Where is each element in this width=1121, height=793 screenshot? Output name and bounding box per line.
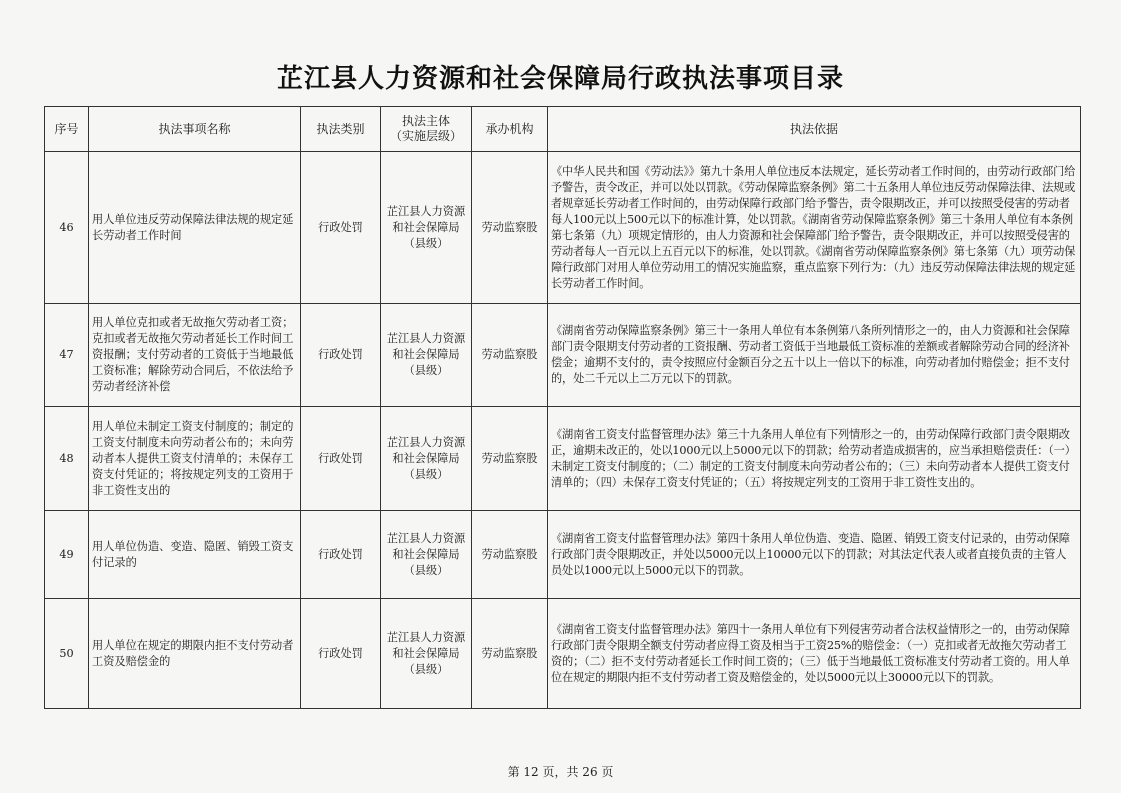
row-type: 行政处罚 [301, 152, 381, 304]
table-header-row [45, 107, 1081, 152]
table-row [45, 304, 1081, 407]
page-number-footer: 第 12 页，共 26 页 [507, 765, 614, 779]
row-index: 46 [45, 152, 89, 304]
row-basis: 《湖南省工资支付监督管理办法》第四十条用人单位伪造、变造、隐匿、销毁工资支付记录的，由劳动保障行政部门责令限期改正，并处以5000元以上10000元以下的罚款；对其法定代表人或者直接负责的主管人员处以1000元以上5000元以下的罚款。 [548, 511, 1081, 599]
row-basis: 《湖南省劳动保障监察条例》第三十一条用人单位有本条例第八条所列情形之一的，由人力资源和社会保障部门责令限期支付劳动者的工资报酬、劳动者工资低于当地最低工资标准的差额或者解除劳动合同的经济补偿金；逾期不支付的，责令按照应付金额百分之五十以上一倍以下的标准，向劳动者加付赔偿金；拒不支付的，处二千元以上二万元以下的罚款。 [548, 304, 1081, 407]
row-basis: 《中华人民共和国《劳动法》》第九十条用人单位违反本法规定，延长劳动者工作时间的，由劳动行政部门给予警告，责令改正，并可以处以罚款。《劳动保障监察条例》第二十五条用人单位违反劳动保障法律、法规或者规章延长劳动者工作时间的，由劳动保障行政部门给予警告，责令限期改正，并可以按照受侵害的劳动者每人100元以上500元以下的标准计算，处以罚款。《湖南省劳动保障监察条例》第三十条用人单位有本条例第七条第（九）项规定情形的，由人力资源和社会保障部门给予警告，责令限期改正，并可以按照受侵害的劳动者每人一百元以上五百元以下的标准，处以罚款。《湖南省劳动保障监察条例》第七条第（九）项劳动保障行政部门对用人单位劳动用工的情况实施监察，重点监察下列行为：（九）违反劳动保障法律法规的规定延长劳动者工作时间。 [548, 152, 1081, 304]
row-subject: 芷江县人力资源和社会保障局（县级） [381, 599, 472, 709]
row-index: 49 [45, 511, 89, 599]
table-row [45, 152, 1081, 304]
row-type: 行政处罚 [301, 304, 381, 407]
row-org: 劳动监察股 [472, 407, 548, 511]
row-name: 用人单位在规定的期限内拒不支付劳动者工资及赔偿金的 [89, 599, 301, 709]
header-basis: 执法依据 [548, 107, 1081, 152]
header-subject-line1: 执法主体 [401, 114, 450, 128]
page-title: 芷江县人力资源和社会保障局行政执法事项目录 [276, 64, 844, 94]
row-index: 47 [45, 304, 89, 407]
enforcement-catalog-table [44, 106, 1081, 709]
header-index: 序号 [45, 107, 89, 152]
row-org: 劳动监察股 [472, 599, 548, 709]
header-name: 执法事项名称 [89, 107, 301, 152]
header-org: 承办机构 [472, 107, 548, 152]
header-subject-line2: （实施层级） [389, 129, 462, 143]
row-org: 劳动监察股 [472, 304, 548, 407]
row-type: 行政处罚 [301, 599, 381, 709]
row-subject: 芷江县人力资源和社会保障局（县级） [381, 407, 472, 511]
row-basis: 《湖南省工资支付监督管理办法》第四十一条用人单位有下列侵害劳动者合法权益情形之一的，由劳动保障行政部门责令限期全额支付劳动者应得工资及相当于工资25%的赔偿金：（一）克扣或者无故拖欠劳动者工资的；（二）拒不支付劳动者延长工作时间工资的；（三）低于当地最低工资标准支付劳动者工资的。用人单位在规定的期限内拒不支付劳动者工资及赔偿金的，处以5000元以上30000元以下的罚款。 [548, 599, 1081, 709]
row-subject: 芷江县人力资源和社会保障局（县级） [381, 511, 472, 599]
row-type: 行政处罚 [301, 407, 381, 511]
table-row [45, 599, 1081, 709]
table-row [45, 407, 1081, 511]
row-basis: 《湖南省工资支付监督管理办法》第三十九条用人单位有下列情形之一的，由劳动保障行政部门责令限期改正，逾期未改正的，处以1000元以上5000元以下的罚款；给劳动者造成损害的，应当承担赔偿责任：（一）未制定工资支付制度的；（二）制定的工资支付制度未向劳动者公布的；（三）未向劳动者本人提供工资支付清单的；（四）未保存工资支付凭证的；（五）将按规定列支的工资用于非工资性支出的。 [548, 407, 1081, 511]
row-index: 50 [45, 599, 89, 709]
row-org: 劳动监察股 [472, 152, 548, 304]
table-row [45, 511, 1081, 599]
row-org: 劳动监察股 [472, 511, 548, 599]
header-type: 执法类别 [301, 107, 381, 152]
row-name: 用人单位伪造、变造、隐匿、销毁工资支付记录的 [89, 511, 301, 599]
row-type: 行政处罚 [301, 511, 381, 599]
header-subject [381, 107, 472, 152]
row-index: 48 [45, 407, 89, 511]
row-name: 用人单位克扣或者无故拖欠劳动者工资；克扣或者无故拖欠劳动者延长工作时间工资报酬；支付劳动者的工资低于当地最低工资标准；解除劳动合同后，不依法给予劳动者经济补偿 [89, 304, 301, 407]
row-subject: 芷江县人力资源和社会保障局（县级） [381, 152, 472, 304]
row-name: 用人单位违反劳动保障法律法规的规定延长劳动者工作时间 [89, 152, 301, 304]
row-subject: 芷江县人力资源和社会保障局（县级） [381, 304, 472, 407]
row-name: 用人单位未制定工资支付制度的；制定的工资支付制度未向劳动者公布的；未向劳动者本人提供工资支付清单的；未保存工资支付凭证的；将按规定列支的工资用于非工资性支出的 [89, 407, 301, 511]
